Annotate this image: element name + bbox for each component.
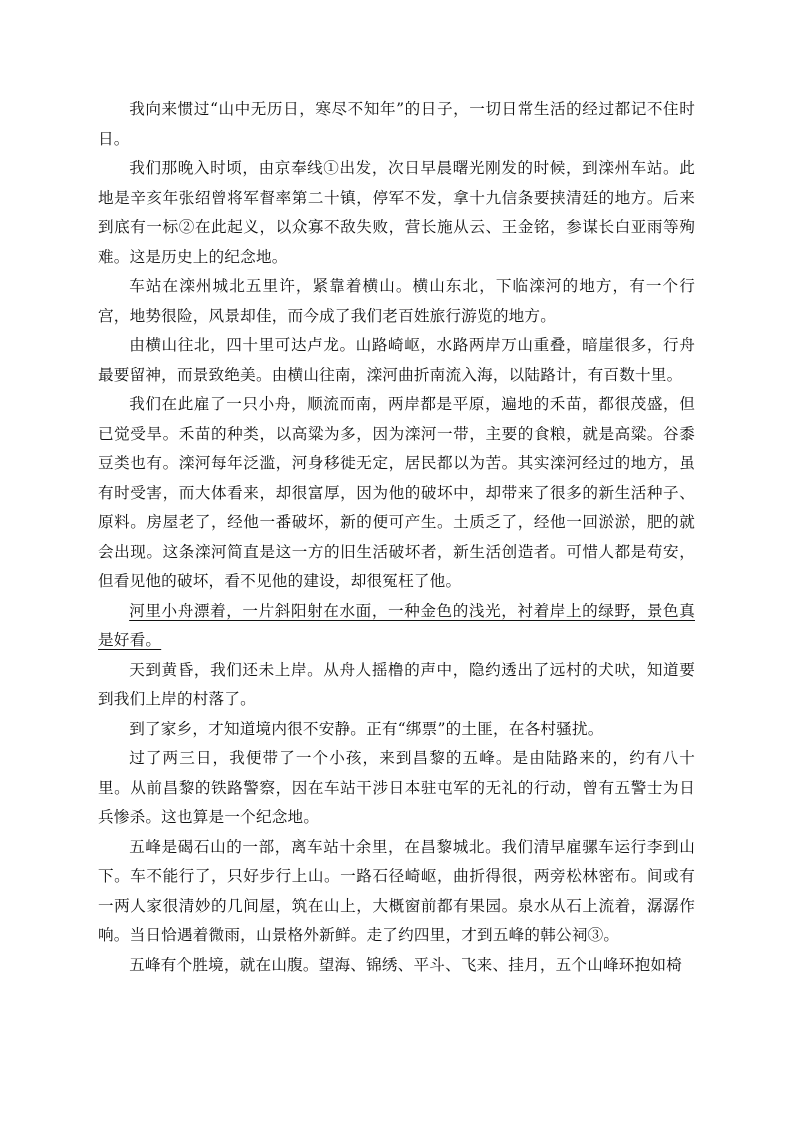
paragraph-9: 过了两三日，我便带了一个小孩，来到昌黎的五峰。是由陆路来的，约有八十里。从前昌黎的铁路警察，因在车站干涉日本驻屯军的无礼的行动，曾有五警士为日兵惨杀。这也算是一个纪念地。	[98, 749, 695, 826]
paragraph-4: 由横山往北，四十里可达卢龙。山路崎岖，水路两岸万山重叠，暗崖很多，行舟最要留神，而景致绝美。由横山往南，滦河曲折南流入海，以陆路计，有百数十里。	[98, 336, 695, 384]
paragraph-7: 天到黄昏，我们还未上岸。从舟人摇橹的声中，隐约透出了远村的犬吠，知道要到我们上岸的村落了。	[98, 660, 695, 708]
paragraph-6-underlined: 河里小舟漂着，一片斜阳射在水面，一种金色的浅光，衬着岸上的绿野，景色真是好看。	[98, 601, 695, 649]
paragraph-8: 到了家乡，才知道境内很不安静。正有“绑票”的土匪，在各村骚扰。	[129, 719, 604, 738]
paragraph-2: 我们那晚入时顷，由京奉线①出发，次日早晨曙光刚发的时候，到滦州车站。此地是辛亥年张绍曾将军督率第二十镇，停军不发，拿十九信条要挟清廷的地方。后来到底有一标②在此起义，以众寡不敌失败，营长施从云、王金铭，参谋长白亚雨等殉难。这是历史上的纪念地。	[98, 159, 695, 266]
paragraph-10: 五峰是碣石山的一部，离车站十余里，在昌黎城北。我们清早雇骡车运行李到山下。车不能行了，只好步行上山。一路石径崎岖，曲折得很，两旁松林密布。间或有一两人家很清妙的几间屋，筑在山上，大概窗前都有果园。泉水从石上流着，潺潺作响。当日恰遇着微雨，山景格外新鲜。走了约四里，才到五峰的韩公祠③。	[98, 837, 695, 944]
paragraph-5: 我们在此雇了一只小舟，顺流而南，两岸都是平原，遍地的禾苗，都很茂盛，但已觉受旱。禾苗的种类，以高粱为多，因为滦河一带，主要的食粮，就是高粱。谷黍豆类也有。滦河每年泛滥，河身移徙无定，居民都以为苦。其实滦河经过的地方，虽有时受害，而大体看来，却很富厚，因为他的破坏中，却带来了很多的新生活种子、原料。房屋老了，经他一番破坏，新的便可产生。土质乏了，经他一回淤淤，肥的就会出现。这条滦河简直是这一方的旧生活破坏者，新生活创造者。可惜人都是苟安，但看见他的破坏，看不见他的建设，却很冤枉了他。	[98, 395, 695, 590]
paragraph-3: 车站在滦州城北五里许，紧靠着横山。横山东北，下临滦河的地方，有一个行宫，地势很险，风景却佳，而今成了我们老百姓旅行游览的地方。	[98, 277, 695, 325]
paragraph-11: 五峰有个胜境，就在山腹。望海、锦绣、平斗、飞来、挂月，五个山峰环抱如椅	[129, 955, 682, 974]
document-page	[98, 95, 695, 980]
paragraph-1: 我向来惯过“山中无历日，寒尽不知年”的日子，一切日常生活的经过都记不住时日。	[98, 100, 695, 148]
